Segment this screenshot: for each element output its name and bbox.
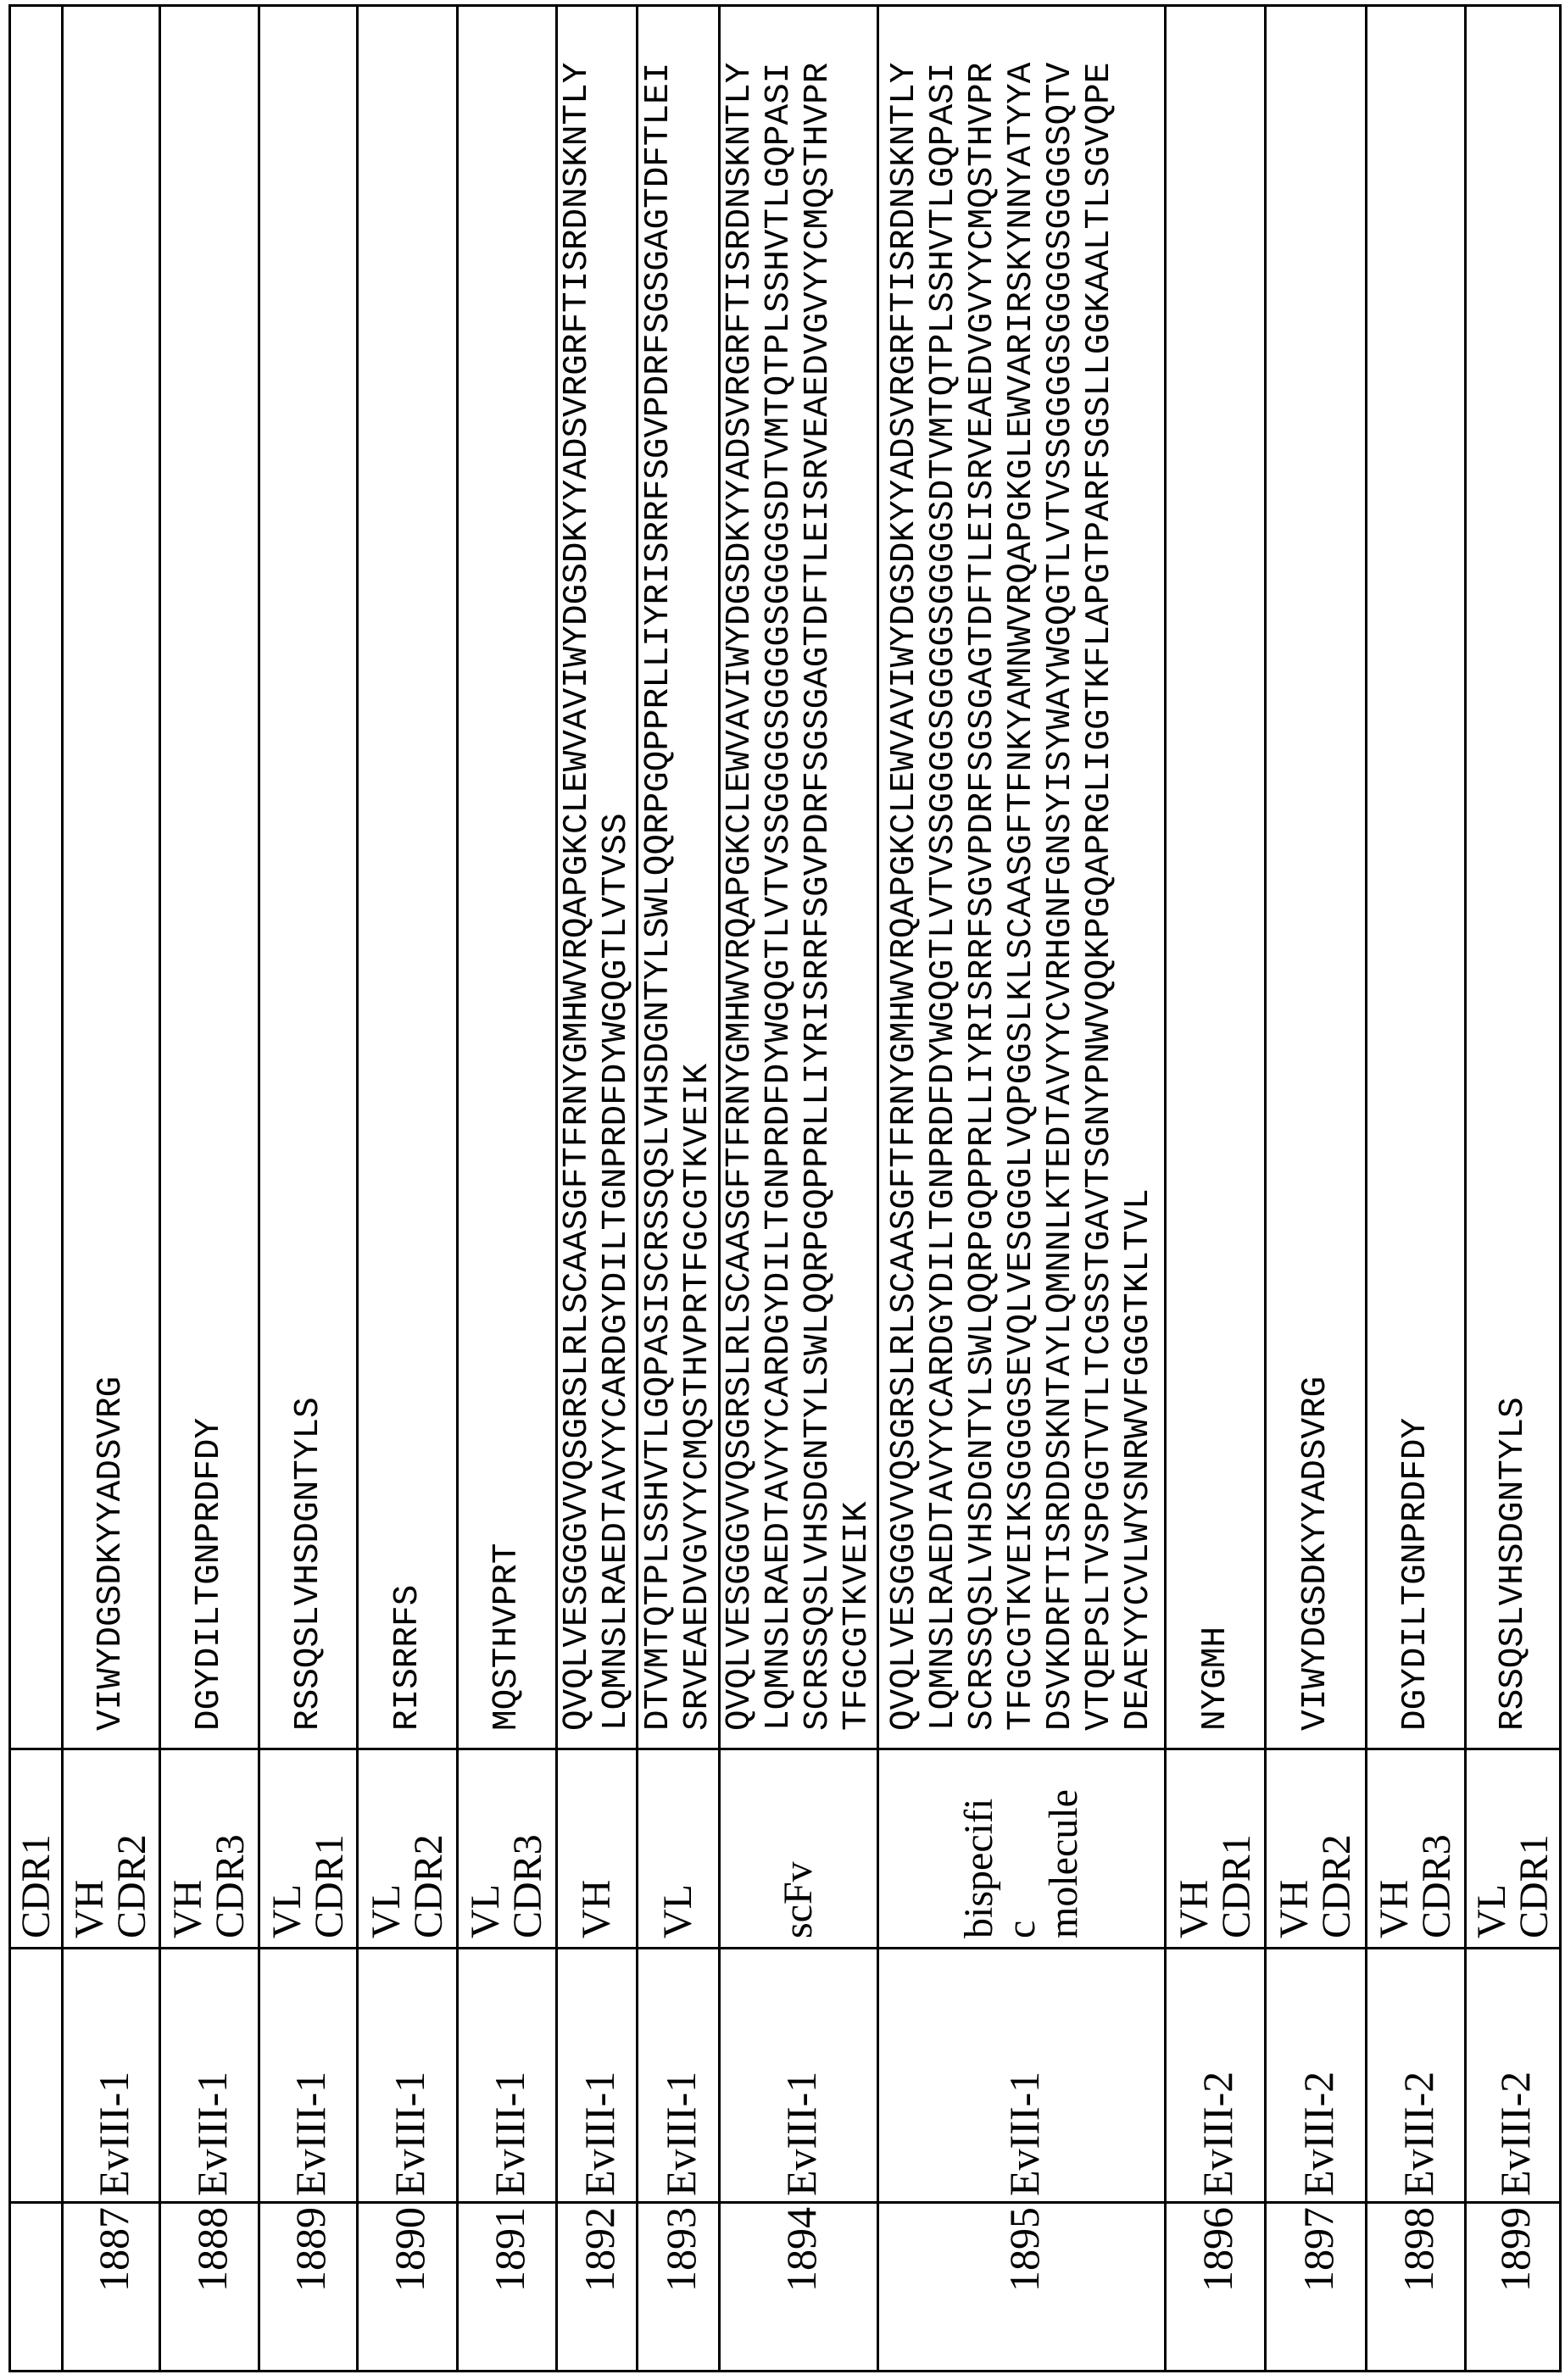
- antibody-name: EvIII-1: [638, 1949, 720, 2203]
- table-row: [557, 6, 638, 2372]
- seq-id-number: 1893: [638, 2203, 720, 2372]
- sequence-line: NYGMH: [1196, 7, 1235, 1731]
- sequence-cell: [160, 6, 259, 1749]
- sequence-line: QVQLVESGGGVVQSGRSLRLSCAASGFTFRNYGMHWVRQAPGKCLEWVAVIWYDGSDKYYADSVRGRFTISRDNSKNTLY: [885, 7, 924, 1731]
- seq-id-number: 1892: [557, 2203, 638, 2372]
- antibody-name: [10, 1949, 63, 2203]
- sequence-line: LQMNSLRAEDTAVYYCARDGYDILTGNPRDFDYWGQGTLVTVSS: [597, 7, 636, 1731]
- sequence-line: RSSQSLVHSDGNTYLS: [289, 7, 328, 1731]
- antibody-name: EvIII-2: [1466, 1949, 1561, 2203]
- sequence-cell: [259, 6, 358, 1749]
- seq-id-number: 1896: [1166, 2203, 1266, 2372]
- table-row: [1266, 6, 1367, 2372]
- sequence-cell: [720, 6, 878, 1749]
- sequence-cell: [638, 6, 720, 1749]
- sequence-line: QVQLVESGGGVVQSGRSLRLSCAASGFTFRNYGMHWVRQAPGKCLEWVAVIWYDGSDKYYADSVRGRFTISRDNSKNTLY: [558, 7, 597, 1731]
- region-type: VH CDR1: [1166, 1749, 1266, 1949]
- sequence-line: SCRSSQSLVHSDGNTYLSWLQQRPGQPPRLLIYRISRRFSGVPDRFSGSGAGTDFTLEISRVEAEDVGVYYCMQSTHVPR: [799, 7, 838, 1731]
- sequence-cell: [458, 6, 557, 1749]
- seq-id-number: 1899: [1466, 2203, 1561, 2372]
- region-type: scFv: [720, 1749, 878, 1949]
- seq-id-number: 1890: [358, 2203, 458, 2372]
- seq-id-number: 1897: [1266, 2203, 1367, 2372]
- sequence-line: MQSTHVPRT: [487, 7, 526, 1731]
- antibody-name: EvIII-1: [557, 1949, 638, 2203]
- region-type: CDR1: [10, 1749, 63, 1949]
- sequence-cell: [557, 6, 638, 1749]
- antibody-name: EvIII-2: [1367, 1949, 1466, 2203]
- sequence-cell: [358, 6, 458, 1749]
- region-type: VL CDR1: [1466, 1749, 1561, 1949]
- region-type: VH CDR3: [1367, 1749, 1466, 1949]
- table-row: [1466, 6, 1561, 2372]
- sequence-cell: [878, 6, 1166, 1749]
- region-type: VL CDR1: [259, 1749, 358, 1949]
- table-row: [259, 6, 358, 2372]
- region-type: VL CDR3: [458, 1749, 557, 1949]
- table-row: [1367, 6, 1466, 2372]
- seq-id-number: 1895: [878, 2203, 1166, 2372]
- sequence-line: RISRRFS: [388, 7, 427, 1731]
- table-row: [878, 6, 1166, 2372]
- sequence-line: DGYDILTGNPRDFDY: [1396, 7, 1435, 1731]
- antibody-name: EvIII-1: [358, 1949, 458, 2203]
- antibody-name: EvIII-1: [458, 1949, 557, 2203]
- region-type: VL CDR2: [358, 1749, 458, 1949]
- antibody-name: EvIII-1: [63, 1949, 160, 2203]
- sequence-line: RSSQSLVHSDGNTYLS: [1494, 7, 1533, 1731]
- sequence-line: VTQEPSLTVSPGGTVTLTCGSSTGAVTSGNYPNWVQQKPGQAPRGLIGGTKFLAPGTPARFSGSLLGGKAALTLSGVQPE: [1080, 7, 1119, 1731]
- table-row: [1166, 6, 1266, 2372]
- seq-id-number: 1889: [259, 2203, 358, 2372]
- sequence-line: DSVKDRFTISRDDSKNTAYLQMNNLKTEDTAVYYCVRHGNFGNSYISYWAYWGQGTLVTVSSGGGGSGGGGSGGGGSQTV: [1041, 7, 1080, 1731]
- sequence-line: TFGCGTKVEIKSGGGGSEVQLVESGGGLVQPGGSLKLSCAASGFTFNKYAMNWVRQAPGKGLEWVARIRSKYNNYATYYA: [1002, 7, 1041, 1731]
- sequence-line: DGYDILTGNPRDFDY: [190, 7, 229, 1731]
- seq-id-number: 1887: [63, 2203, 160, 2372]
- antibody-name: EvIII-2: [1266, 1949, 1367, 2203]
- sequence-line: LQMNSLRAEDTAVYYCARDGYDILTGNPRDFDYWGQGTLVTVSSGGGGSGGGGSGGGGSDTVMTQTPLSSHVTLGQPASI: [760, 7, 799, 1731]
- antibody-name: EvIII-1: [878, 1949, 1166, 2203]
- sequence-line: VIWYDGSDKYYADSVRG: [92, 7, 131, 1731]
- sequence-line: TFGCGTKVEIK: [838, 7, 877, 1731]
- sequence-line: QVQLVESGGGVVQSGRSLRLSCAASGFTFRNYGMHWVRQAPGKCLEWVAVIWYDGSDKYYADSVRGRFTISRDNSKNTLY: [721, 7, 760, 1731]
- sequence-line: DTVMTQTPLSSHVTLGQPASISCRSSQSLVHSDGNTYLSWLQQRPGQPPRLLIYRISRRFSGVPDRFSGSGAGTDFTLEI: [639, 7, 678, 1731]
- antibody-name: EvIII-1: [259, 1949, 358, 2203]
- antibody-name: EvIII-1: [160, 1949, 259, 2203]
- region-type: VH CDR2: [1266, 1749, 1367, 1949]
- sequence-cell: [1466, 6, 1561, 1749]
- seq-id-number: 1894: [720, 2203, 878, 2372]
- table-row: [720, 6, 878, 2372]
- antibody-name: EvIII-1: [720, 1949, 878, 2203]
- antibody-name: EvIII-2: [1166, 1949, 1266, 2203]
- table-row: [160, 6, 259, 2372]
- sequence-cell: [10, 6, 63, 1749]
- sequence-line: SRVEAEDVGVYYCMQSTHVPRTFGCGTKVEIK: [678, 7, 717, 1731]
- sequence-line: DEAEYYCVLWYSNRWVFGGGTKLTVL: [1119, 7, 1158, 1731]
- seq-id-number: 1888: [160, 2203, 259, 2372]
- sequence-table-body: [10, 6, 1561, 2372]
- table-row: [458, 6, 557, 2372]
- table-row: [638, 6, 720, 2372]
- seq-id-number: 1891: [458, 2203, 557, 2372]
- region-type: VH CDR2: [63, 1749, 160, 1949]
- table-row: [63, 6, 160, 2372]
- sequence-cell: [1266, 6, 1367, 1749]
- sequence-line: VIWYDGSDKYYADSVRG: [1296, 7, 1335, 1731]
- table-row: [10, 6, 63, 2372]
- table-row: [358, 6, 458, 2372]
- sequence-table: [8, 4, 1562, 2372]
- seq-id-number: 1898: [1367, 2203, 1466, 2372]
- region-type: bispecific molecule: [878, 1749, 1166, 1949]
- sequence-line: SCRSSQSLVHSDGNTYLSWLQQRPGQPPRLLIYRISRRFSGVPDRFSGSGAGTDFTLEISRVEAEDVGVYYCMQSTHVPR: [963, 7, 1002, 1731]
- sequence-cell: [63, 6, 160, 1749]
- region-type: VL: [638, 1749, 720, 1949]
- seq-id-number: [10, 2203, 63, 2372]
- region-type: VH CDR3: [160, 1749, 259, 1949]
- sequence-line: LQMNSLRAEDTAVYYCARDGYDILTGNPRDFDYWGQGTLVTVSSGGGGSGGGGSGGGGSDTVMTQTPLSSHVTLGQPASI: [924, 7, 963, 1731]
- sequence-cell: [1367, 6, 1466, 1749]
- region-type: VH: [557, 1749, 638, 1949]
- sequence-cell: [1166, 6, 1266, 1749]
